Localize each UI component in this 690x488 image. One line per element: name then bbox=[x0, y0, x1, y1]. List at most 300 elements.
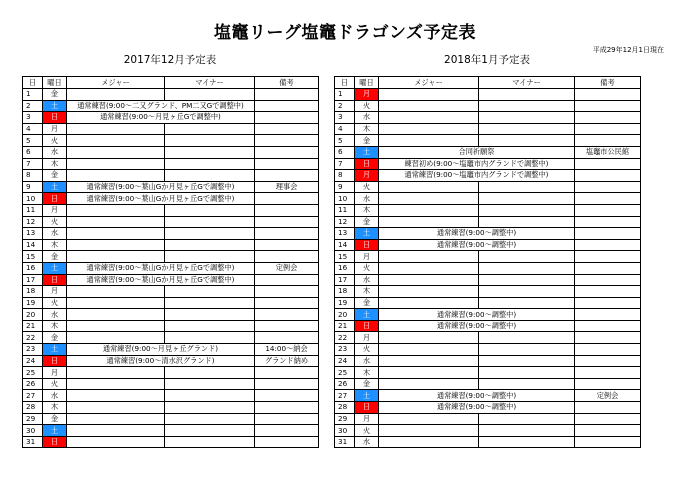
table-row bbox=[335, 378, 641, 390]
major-cell bbox=[379, 262, 479, 274]
table-row bbox=[23, 204, 319, 216]
table-row bbox=[23, 181, 319, 193]
weekday-cell: 日 bbox=[355, 239, 379, 251]
major-cell bbox=[67, 228, 165, 240]
table-row bbox=[23, 286, 319, 298]
weekday-cell: 金 bbox=[355, 216, 379, 228]
minor-cell bbox=[479, 100, 575, 112]
table-row bbox=[335, 320, 641, 332]
day-cell: 28 bbox=[335, 402, 355, 414]
table-row bbox=[335, 413, 641, 425]
day-cell: 30 bbox=[23, 425, 43, 437]
notes-cell bbox=[575, 251, 641, 263]
major-cell bbox=[67, 413, 165, 425]
major-cell bbox=[67, 378, 165, 390]
weekday-cell: 火 bbox=[43, 297, 67, 309]
weekday-cell: 木 bbox=[355, 367, 379, 379]
notes-cell: 理事会 bbox=[255, 181, 319, 193]
day-cell: 27 bbox=[335, 390, 355, 402]
table-row bbox=[335, 112, 641, 124]
day-cell: 13 bbox=[335, 228, 355, 240]
day-cell: 2 bbox=[335, 100, 355, 112]
major-cell bbox=[67, 425, 165, 437]
table-row bbox=[335, 123, 641, 135]
major-cell bbox=[379, 425, 479, 437]
day-cell: 5 bbox=[23, 135, 43, 147]
major-cell bbox=[67, 367, 165, 379]
table-row bbox=[23, 158, 319, 170]
table-row bbox=[335, 355, 641, 367]
minor-cell bbox=[165, 170, 255, 182]
notes-cell bbox=[255, 135, 319, 147]
weekday-cell: 水 bbox=[355, 436, 379, 448]
table-row bbox=[23, 355, 319, 367]
schedule-cell: 通常練習(9:00～塩竈市内グランドで調整中) bbox=[379, 170, 575, 182]
minor-cell bbox=[479, 251, 575, 263]
weekday-cell: 木 bbox=[355, 286, 379, 298]
minor-cell bbox=[479, 112, 575, 124]
notes-cell bbox=[255, 378, 319, 390]
header-minor: マイナー bbox=[479, 77, 575, 89]
weekday-cell: 月 bbox=[355, 251, 379, 263]
minor-cell bbox=[479, 204, 575, 216]
minor-cell bbox=[479, 436, 575, 448]
day-cell: 16 bbox=[23, 262, 43, 274]
major-cell bbox=[379, 413, 479, 425]
notes-cell bbox=[255, 286, 319, 298]
major-cell bbox=[379, 297, 479, 309]
weekday-cell: 金 bbox=[355, 135, 379, 147]
schedule-cell: 通常練習(9:00～調整中) bbox=[379, 228, 575, 240]
day-cell: 26 bbox=[335, 378, 355, 390]
notes-cell bbox=[255, 413, 319, 425]
minor-cell bbox=[165, 413, 255, 425]
notes-cell bbox=[575, 112, 641, 124]
weekday-cell: 木 bbox=[43, 239, 67, 251]
weekday-cell: 月 bbox=[43, 204, 67, 216]
notes-cell bbox=[575, 274, 641, 286]
weekday-cell: 火 bbox=[43, 378, 67, 390]
minor-cell bbox=[479, 181, 575, 193]
day-cell: 23 bbox=[335, 344, 355, 356]
notes-cell bbox=[575, 216, 641, 228]
weekday-cell: 日 bbox=[43, 193, 67, 205]
table-row bbox=[23, 367, 319, 379]
schedule-cell: 通常練習(9:00～二又グランド、PM二又Gで調整中) bbox=[67, 100, 255, 112]
notes-cell bbox=[575, 332, 641, 344]
notes-cell: 14:00～納会 bbox=[255, 344, 319, 356]
day-cell: 21 bbox=[23, 320, 43, 332]
major-cell bbox=[67, 390, 165, 402]
january-rows bbox=[335, 89, 641, 448]
day-cell: 22 bbox=[335, 332, 355, 344]
minor-cell bbox=[165, 425, 255, 437]
notes-cell bbox=[575, 436, 641, 448]
table-row bbox=[335, 390, 641, 402]
minor-cell bbox=[165, 367, 255, 379]
notes-cell bbox=[255, 425, 319, 437]
minor-cell bbox=[165, 309, 255, 321]
minor-cell bbox=[479, 297, 575, 309]
major-cell bbox=[67, 297, 165, 309]
table-row bbox=[23, 239, 319, 251]
table-row bbox=[335, 239, 641, 251]
table-row bbox=[335, 367, 641, 379]
notes-cell bbox=[255, 297, 319, 309]
table-row bbox=[23, 436, 319, 448]
major-cell bbox=[379, 123, 479, 135]
weekday-cell: 日 bbox=[43, 112, 67, 124]
minor-cell bbox=[479, 378, 575, 390]
header-dow: 曜日 bbox=[43, 77, 67, 89]
day-cell: 7 bbox=[335, 158, 355, 170]
major-cell bbox=[379, 112, 479, 124]
table-row bbox=[23, 344, 319, 356]
minor-cell bbox=[165, 402, 255, 414]
weekday-cell: 金 bbox=[43, 89, 67, 101]
weekday-cell: 火 bbox=[355, 181, 379, 193]
weekday-cell: 月 bbox=[355, 89, 379, 101]
minor-cell bbox=[165, 204, 255, 216]
table-row bbox=[23, 123, 319, 135]
table-row bbox=[23, 228, 319, 240]
weekday-cell: 水 bbox=[355, 112, 379, 124]
notes-cell bbox=[255, 390, 319, 402]
minor-cell bbox=[165, 216, 255, 228]
notes-cell bbox=[575, 123, 641, 135]
table-row bbox=[335, 297, 641, 309]
day-cell: 11 bbox=[335, 204, 355, 216]
major-cell bbox=[67, 89, 165, 101]
weekday-cell: 月 bbox=[43, 123, 67, 135]
schedule-cell: 通常練習(9:00～葉山Gか月見ヶ丘Gで調整中) bbox=[67, 274, 255, 286]
day-cell: 9 bbox=[23, 181, 43, 193]
schedule-cell: 通常練習(9:00～月見ヶ丘グランド) bbox=[67, 344, 255, 356]
notes-cell bbox=[575, 170, 641, 182]
table-row bbox=[23, 135, 319, 147]
table-row bbox=[23, 216, 319, 228]
weekday-cell: 水 bbox=[355, 355, 379, 367]
minor-cell bbox=[165, 378, 255, 390]
notes-cell bbox=[575, 181, 641, 193]
notes-cell bbox=[575, 204, 641, 216]
day-cell: 26 bbox=[23, 378, 43, 390]
table-row bbox=[23, 89, 319, 101]
day-cell: 28 bbox=[23, 402, 43, 414]
day-cell: 5 bbox=[335, 135, 355, 147]
day-cell: 12 bbox=[23, 216, 43, 228]
table-row bbox=[23, 146, 319, 158]
table-row bbox=[335, 262, 641, 274]
day-cell: 31 bbox=[335, 436, 355, 448]
january-schedule-table bbox=[334, 76, 641, 448]
minor-cell bbox=[479, 413, 575, 425]
december-subtitle: 2017年12月予定表 bbox=[123, 54, 217, 66]
day-cell: 23 bbox=[23, 344, 43, 356]
table-row bbox=[23, 425, 319, 437]
table-row bbox=[335, 332, 641, 344]
major-cell bbox=[379, 367, 479, 379]
header-major: メジャー bbox=[379, 77, 479, 89]
day-cell: 11 bbox=[23, 204, 43, 216]
schedule-cell: 合同祈願祭 bbox=[379, 146, 575, 158]
day-cell: 10 bbox=[23, 193, 43, 205]
day-cell: 18 bbox=[335, 286, 355, 298]
day-cell: 7 bbox=[23, 158, 43, 170]
day-cell: 3 bbox=[23, 112, 43, 124]
weekday-cell: 火 bbox=[355, 100, 379, 112]
table-row bbox=[23, 297, 319, 309]
major-cell bbox=[67, 286, 165, 298]
schedule-cell: 通常練習(9:00～葉山Gか月見ヶ丘Gで調整中) bbox=[67, 262, 255, 274]
major-cell bbox=[67, 332, 165, 344]
day-cell: 29 bbox=[335, 413, 355, 425]
day-cell: 27 bbox=[23, 390, 43, 402]
notes-cell bbox=[255, 309, 319, 321]
day-cell: 14 bbox=[335, 239, 355, 251]
day-cell: 6 bbox=[23, 146, 43, 158]
minor-cell bbox=[479, 286, 575, 298]
notes-cell bbox=[255, 216, 319, 228]
minor-cell bbox=[479, 89, 575, 101]
major-cell bbox=[67, 239, 165, 251]
table-row bbox=[335, 402, 641, 414]
weekday-cell: 水 bbox=[43, 309, 67, 321]
day-cell: 8 bbox=[23, 170, 43, 182]
schedule-cell: 通常練習(9:00～調整中) bbox=[379, 239, 575, 251]
major-cell bbox=[379, 193, 479, 205]
weekday-cell: 土 bbox=[43, 344, 67, 356]
weekday-cell: 月 bbox=[355, 332, 379, 344]
major-cell bbox=[379, 378, 479, 390]
notes-cell bbox=[255, 100, 319, 112]
minor-cell bbox=[165, 228, 255, 240]
notes-cell bbox=[575, 413, 641, 425]
day-cell: 14 bbox=[23, 239, 43, 251]
table-row bbox=[335, 100, 641, 112]
minor-cell bbox=[479, 193, 575, 205]
minor-cell bbox=[165, 390, 255, 402]
day-cell: 19 bbox=[23, 297, 43, 309]
minor-cell bbox=[165, 239, 255, 251]
day-cell: 15 bbox=[335, 251, 355, 263]
minor-cell bbox=[479, 367, 575, 379]
table-row bbox=[23, 262, 319, 274]
major-cell bbox=[379, 204, 479, 216]
notes-cell: グランド納め bbox=[255, 355, 319, 367]
major-cell bbox=[67, 170, 165, 182]
notes-cell bbox=[575, 378, 641, 390]
weekday-cell: 木 bbox=[355, 204, 379, 216]
day-cell: 8 bbox=[335, 170, 355, 182]
weekday-cell: 火 bbox=[355, 262, 379, 274]
weekday-cell: 木 bbox=[43, 402, 67, 414]
major-cell bbox=[379, 100, 479, 112]
major-cell bbox=[67, 251, 165, 263]
notes-cell bbox=[255, 367, 319, 379]
weekday-cell: 日 bbox=[355, 158, 379, 170]
day-cell: 3 bbox=[335, 112, 355, 124]
january-subtitle: 2018年1月予定表 bbox=[444, 54, 530, 66]
day-cell: 19 bbox=[335, 297, 355, 309]
day-cell: 6 bbox=[335, 146, 355, 158]
weekday-cell: 火 bbox=[355, 425, 379, 437]
minor-cell bbox=[479, 425, 575, 437]
notes-cell bbox=[255, 251, 319, 263]
weekday-cell: 金 bbox=[43, 170, 67, 182]
major-cell bbox=[379, 355, 479, 367]
notes-cell bbox=[575, 286, 641, 298]
weekday-cell: 金 bbox=[43, 251, 67, 263]
table-row bbox=[23, 100, 319, 112]
day-cell: 22 bbox=[23, 332, 43, 344]
minor-cell bbox=[165, 146, 255, 158]
weekday-cell: 水 bbox=[355, 274, 379, 286]
weekday-cell: 水 bbox=[355, 193, 379, 205]
notes-cell bbox=[255, 402, 319, 414]
notes-cell bbox=[255, 89, 319, 101]
major-cell bbox=[379, 216, 479, 228]
major-cell bbox=[67, 309, 165, 321]
minor-cell bbox=[165, 297, 255, 309]
weekday-cell: 土 bbox=[43, 262, 67, 274]
table-row bbox=[23, 402, 319, 414]
header-minor: マイナー bbox=[165, 77, 255, 89]
as-of-date: 平成29年12月1日現在 bbox=[592, 46, 664, 54]
notes-cell bbox=[255, 320, 319, 332]
table-row bbox=[335, 274, 641, 286]
weekday-cell: 金 bbox=[355, 297, 379, 309]
major-cell bbox=[379, 274, 479, 286]
day-cell: 12 bbox=[335, 216, 355, 228]
day-cell: 21 bbox=[335, 320, 355, 332]
weekday-cell: 日 bbox=[355, 402, 379, 414]
major-cell bbox=[379, 436, 479, 448]
table-row bbox=[335, 170, 641, 182]
notes-cell bbox=[575, 89, 641, 101]
weekday-cell: 火 bbox=[43, 216, 67, 228]
weekday-cell: 木 bbox=[43, 320, 67, 332]
table-row bbox=[23, 320, 319, 332]
day-cell: 2 bbox=[23, 100, 43, 112]
weekday-cell: 日 bbox=[43, 274, 67, 286]
notes-cell bbox=[255, 228, 319, 240]
weekday-cell: 土 bbox=[43, 100, 67, 112]
table-row bbox=[335, 251, 641, 263]
table-row bbox=[23, 413, 319, 425]
weekday-cell: 土 bbox=[355, 309, 379, 321]
table-row bbox=[335, 135, 641, 147]
table-row bbox=[23, 309, 319, 321]
weekday-cell: 火 bbox=[43, 135, 67, 147]
weekday-cell: 土 bbox=[43, 425, 67, 437]
day-cell: 9 bbox=[335, 181, 355, 193]
major-cell bbox=[67, 320, 165, 332]
table-header-row bbox=[335, 77, 641, 89]
day-cell: 25 bbox=[23, 367, 43, 379]
page-title: 塩竈リーグ塩竈ドラゴンズ予定表 bbox=[214, 23, 476, 43]
header-major: メジャー bbox=[67, 77, 165, 89]
day-cell: 4 bbox=[23, 123, 43, 135]
table-row bbox=[23, 274, 319, 286]
day-cell: 20 bbox=[335, 309, 355, 321]
minor-cell bbox=[479, 344, 575, 356]
day-cell: 17 bbox=[23, 274, 43, 286]
weekday-cell: 木 bbox=[43, 158, 67, 170]
header-dow: 曜日 bbox=[355, 77, 379, 89]
day-cell: 16 bbox=[335, 262, 355, 274]
weekday-cell: 金 bbox=[43, 332, 67, 344]
weekday-cell: 金 bbox=[43, 413, 67, 425]
table-row bbox=[335, 286, 641, 298]
notes-cell bbox=[575, 309, 641, 321]
schedule-cell: 練習初め(9:00～塩竈市内グランドで調整中) bbox=[379, 158, 575, 170]
minor-cell bbox=[479, 355, 575, 367]
schedule-cell: 通常練習(9:00～調整中) bbox=[379, 402, 575, 414]
weekday-cell: 水 bbox=[43, 228, 67, 240]
day-cell: 24 bbox=[335, 355, 355, 367]
table-row bbox=[335, 204, 641, 216]
day-cell: 1 bbox=[335, 89, 355, 101]
major-cell bbox=[379, 286, 479, 298]
notes-cell bbox=[255, 204, 319, 216]
minor-cell bbox=[165, 286, 255, 298]
header-notes: 備考 bbox=[255, 77, 319, 89]
table-row bbox=[23, 112, 319, 124]
table-row bbox=[335, 216, 641, 228]
table-header-row bbox=[23, 77, 319, 89]
minor-cell bbox=[165, 332, 255, 344]
table-row bbox=[335, 146, 641, 158]
day-cell: 25 bbox=[335, 367, 355, 379]
table-row bbox=[335, 228, 641, 240]
weekday-cell: 日 bbox=[43, 436, 67, 448]
notes-cell bbox=[575, 367, 641, 379]
schedule-cell: 通常練習(9:00～調整中) bbox=[379, 390, 575, 402]
day-cell: 17 bbox=[335, 274, 355, 286]
notes-cell: 塩竈市公民館 bbox=[575, 146, 641, 158]
weekday-cell: 月 bbox=[43, 367, 67, 379]
table-row bbox=[23, 332, 319, 344]
major-cell bbox=[379, 135, 479, 147]
weekday-cell: 火 bbox=[355, 344, 379, 356]
notes-cell bbox=[575, 239, 641, 251]
major-cell bbox=[379, 251, 479, 263]
notes-cell bbox=[255, 193, 319, 205]
notes-cell bbox=[575, 320, 641, 332]
day-cell: 4 bbox=[335, 123, 355, 135]
table-row bbox=[23, 378, 319, 390]
day-cell: 1 bbox=[23, 89, 43, 101]
major-cell bbox=[67, 204, 165, 216]
notes-cell bbox=[255, 158, 319, 170]
major-cell bbox=[379, 332, 479, 344]
day-cell: 24 bbox=[23, 355, 43, 367]
notes-cell bbox=[255, 123, 319, 135]
minor-cell bbox=[165, 89, 255, 101]
notes-cell bbox=[575, 228, 641, 240]
header-notes: 備考 bbox=[575, 77, 641, 89]
minor-cell bbox=[165, 158, 255, 170]
notes-cell bbox=[255, 112, 319, 124]
minor-cell bbox=[479, 274, 575, 286]
day-cell: 18 bbox=[23, 286, 43, 298]
notes-cell bbox=[575, 193, 641, 205]
day-cell: 30 bbox=[335, 425, 355, 437]
table-row bbox=[335, 436, 641, 448]
weekday-cell: 月 bbox=[43, 286, 67, 298]
table-row bbox=[335, 89, 641, 101]
